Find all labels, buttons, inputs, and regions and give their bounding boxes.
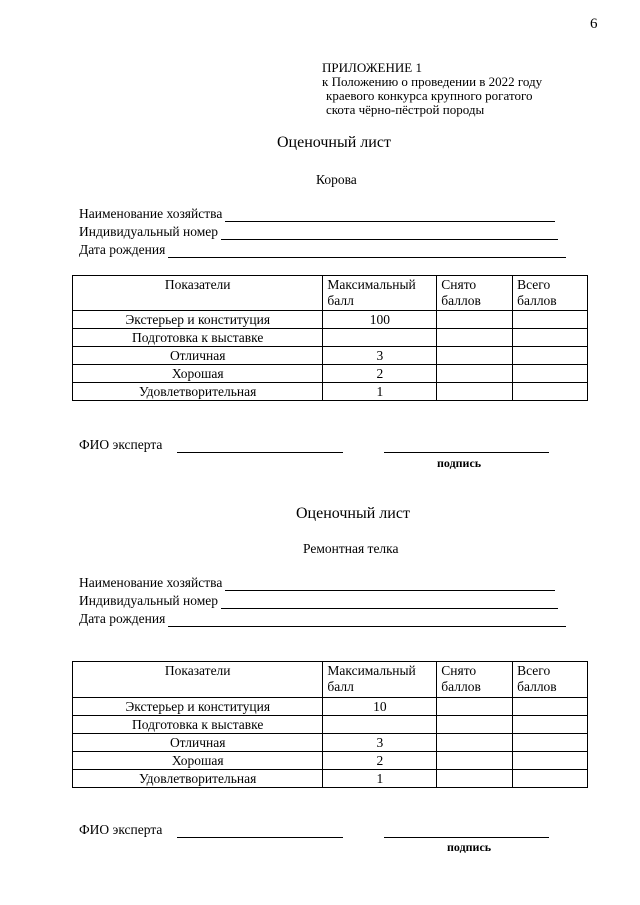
row-max: 2 [323,365,437,383]
table-header-row [73,276,588,311]
appendix-line: скота чёрно-пёстрой породы [326,102,485,117]
row-max [323,329,437,347]
expert-name-label: ФИО эксперта [79,822,163,837]
table-header-row [73,662,588,698]
row-max: 1 [323,770,437,788]
field-birth-date [79,610,566,627]
header-total: Всего баллов [513,662,588,698]
table-row [73,752,588,770]
sheet-subtitle: Ремонтная телка [303,541,399,556]
row-deducted-cell[interactable] [437,752,513,770]
table-row [73,716,588,734]
row-label: Удовлетворительная [73,383,323,401]
sheet-title: Оценочный лист [296,505,410,522]
row-max: 3 [323,347,437,365]
field-individual-number [79,223,558,240]
row-label: Хорошая [73,365,323,383]
row-label: Подготовка к выставке [73,716,323,734]
row-deducted-cell[interactable] [437,329,513,347]
row-deducted-cell[interactable] [437,770,513,788]
signature-line[interactable] [384,451,549,453]
table-row [73,365,588,383]
field-label: Дата рождения [79,242,166,257]
row-deducted-cell[interactable] [437,698,513,716]
row-total-cell[interactable] [513,383,588,401]
row-max [323,716,437,734]
header-indicators: Показатели [73,662,323,698]
field-label: Индивидуальный номер [79,224,219,239]
row-max: 100 [323,311,437,329]
field-line[interactable] [225,207,555,222]
row-label: Отличная [73,347,323,365]
table-row [73,347,588,365]
row-label: Хорошая [73,752,323,770]
row-deducted-cell[interactable] [437,347,513,365]
row-deducted-cell[interactable] [437,311,513,329]
signature-caption: подпись [437,456,482,470]
field-line[interactable] [221,225,558,240]
field-farm-name [79,574,555,591]
appendix-title: ПРИЛОЖЕНИЕ 1 [322,60,422,75]
row-total-cell[interactable] [513,698,588,716]
field-line[interactable] [221,594,558,609]
field-line[interactable] [168,612,566,627]
row-max: 3 [323,734,437,752]
table-row [73,329,588,347]
field-farm-name [79,205,555,222]
field-label: Дата рождения [79,611,166,626]
appendix-header [322,61,542,117]
row-total-cell[interactable] [513,365,588,383]
table-row [73,383,588,401]
row-deducted-cell[interactable] [437,716,513,734]
row-deducted-cell[interactable] [437,365,513,383]
row-max: 1 [323,383,437,401]
header-indicators: Показатели [73,276,323,311]
row-label: Отличная [73,734,323,752]
row-label: Удовлетворительная [73,770,323,788]
row-label: Подготовка к выставке [73,329,323,347]
row-total-cell[interactable] [513,311,588,329]
header-max-score: Максимальный балл [323,662,437,698]
field-birth-date [79,241,566,258]
sheet-title: Оценочный лист [277,134,391,151]
field-label: Наименование хозяйства [79,575,223,590]
appendix-line: краевого конкурса крупного рогатого [326,88,533,103]
row-label: Экстерьер и конституция [73,311,323,329]
header-max-score: Максимальный балл [323,276,437,311]
sheet-subtitle: Корова [316,172,357,187]
row-total-cell[interactable] [513,716,588,734]
row-label: Экстерьер и конституция [73,698,323,716]
row-deducted-cell[interactable] [437,734,513,752]
page-number: 6 [590,16,598,32]
table-row [73,311,588,329]
row-total-cell[interactable] [513,329,588,347]
field-individual-number [79,592,558,609]
field-line[interactable] [225,576,555,591]
expert-name-line[interactable] [177,836,343,838]
header-deducted: Снято баллов [437,276,513,311]
signature-line[interactable] [384,836,549,838]
score-table [72,661,588,788]
row-max: 2 [323,752,437,770]
table-row [73,698,588,716]
row-total-cell[interactable] [513,347,588,365]
row-total-cell[interactable] [513,770,588,788]
field-label: Наименование хозяйства [79,206,223,221]
row-total-cell[interactable] [513,734,588,752]
field-label: Индивидуальный номер [79,593,219,608]
signature-caption: подпись [447,840,492,854]
expert-name-label: ФИО эксперта [79,437,163,452]
row-deducted-cell[interactable] [437,383,513,401]
field-line[interactable] [168,243,566,258]
table-row [73,770,588,788]
header-total: Всего баллов [513,276,588,311]
row-total-cell[interactable] [513,752,588,770]
header-deducted: Снято баллов [437,662,513,698]
score-table [72,275,588,401]
table-row [73,734,588,752]
appendix-line: к Положению о проведении в 2022 году [322,74,543,89]
expert-name-line[interactable] [177,451,343,453]
row-max: 10 [323,698,437,716]
